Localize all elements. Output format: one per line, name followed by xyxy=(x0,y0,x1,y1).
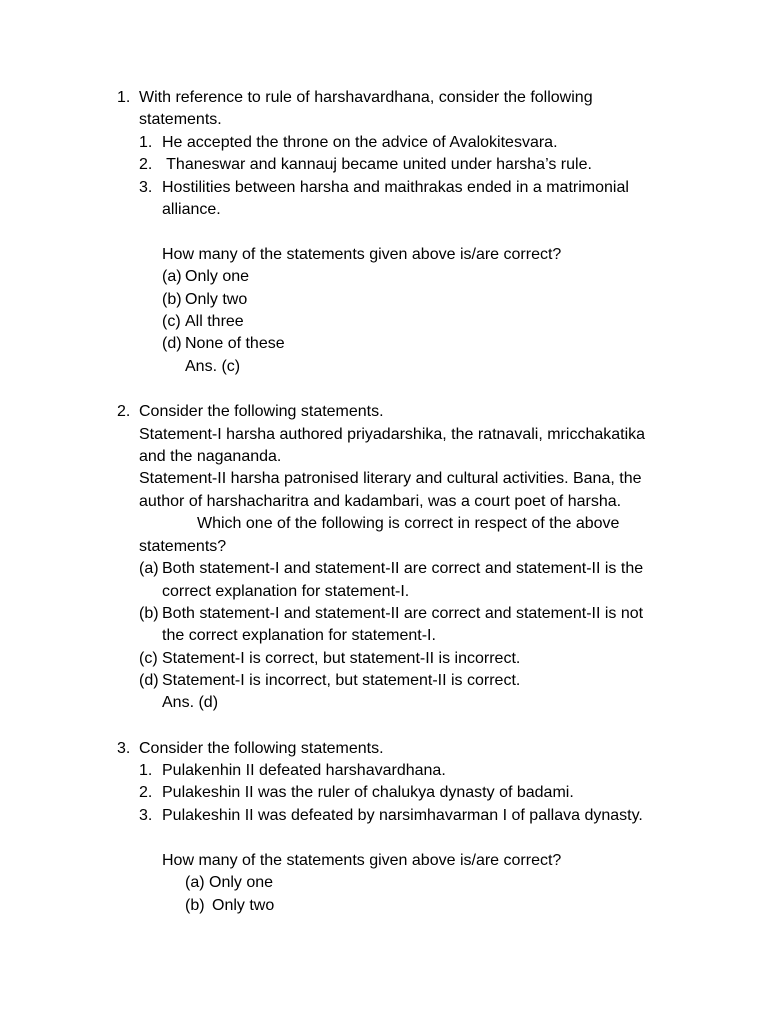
option-text: Both statement-I and statement-II are correct and statement-II is not xyxy=(162,605,644,622)
question-stem-line: statements? xyxy=(139,538,227,555)
option-text: Only two xyxy=(212,897,275,914)
question-stem-line: Which one of the following is correct in respect of the above xyxy=(197,515,620,532)
question-stem-line: Statement-I harsha authored priyadarshika, the ratnavali, mricchakatika xyxy=(139,426,646,443)
question-prompt: How many of the statements given above is/are correct? xyxy=(162,852,562,869)
statement-text: Pulakeshin II was the ruler of chalukya dynasty of badami. xyxy=(162,784,574,801)
option-label: (d) xyxy=(139,672,159,689)
question-number: 2. xyxy=(117,403,131,420)
statement-text: Thaneswar and kannauj became united under harsha’s rule. xyxy=(162,156,592,173)
statement-number: 3. xyxy=(139,179,153,196)
option-label: (d) xyxy=(162,335,182,352)
statement-number: 1. xyxy=(139,762,153,779)
statement-number: 2. xyxy=(139,156,153,173)
option-label: (a) xyxy=(162,268,182,285)
option-text: Only one xyxy=(185,268,250,285)
question-prompt: How many of the statements given above is/are correct? xyxy=(162,246,562,263)
question-number: 1. xyxy=(117,89,131,106)
option-label: (a) xyxy=(185,874,205,891)
statement-text: Pulakenhin II defeated harshavardhana. xyxy=(162,762,446,779)
question-stem-line: statements. xyxy=(139,111,222,128)
question-number: 3. xyxy=(117,740,131,757)
option-text: Both statement-I and statement-II are correct and statement-II is the xyxy=(162,560,644,577)
statement-text: Pulakeshin II was defeated by narsimhavarman I of pallava dynasty. xyxy=(162,807,643,824)
question-stem-line: Consider the following statements. xyxy=(139,403,384,420)
question-stem-line: Consider the following statements. xyxy=(139,740,384,757)
option-text: Statement-I is incorrect, but statement-II is correct. xyxy=(162,672,521,689)
option-text: All three xyxy=(185,313,244,330)
option-label: (b) xyxy=(139,605,159,622)
option-text: correct explanation for statement-I. xyxy=(162,583,410,600)
question-stem-line: author of harshacharitra and kadambari, was a court poet of harsha. xyxy=(139,493,622,510)
answer-text: Ans. (d) xyxy=(162,694,219,711)
option-text: Only one xyxy=(209,874,274,891)
question-stem-line: Statement-II harsha patronised literary and cultural activities. Bana, the xyxy=(139,470,642,487)
statement-text: alliance. xyxy=(162,201,221,218)
statement-number: 2. xyxy=(139,784,153,801)
option-text: Statement-I is correct, but statement-II is incorrect. xyxy=(162,650,521,667)
option-text: Only two xyxy=(185,291,248,308)
option-text: None of these xyxy=(185,335,285,352)
answer-text: Ans. (c) xyxy=(185,358,241,375)
option-label: (c) xyxy=(162,313,181,330)
option-label: (c) xyxy=(139,650,158,667)
question-stem-line: With reference to rule of harshavardhana, consider the following xyxy=(139,89,593,106)
statement-text: He accepted the throne on the advice of Avalokitesvara. xyxy=(162,134,558,151)
option-label: (b) xyxy=(185,897,205,914)
statement-text: Hostilities between harsha and maithrakas ended in a matrimonial xyxy=(162,179,629,196)
question-stem-line: and the nagananda. xyxy=(139,448,282,465)
statement-number: 3. xyxy=(139,807,153,824)
option-label: (a) xyxy=(139,560,159,577)
option-text: the correct explanation for statement-I. xyxy=(162,627,436,644)
option-label: (b) xyxy=(162,291,182,308)
statement-number: 1. xyxy=(139,134,153,151)
